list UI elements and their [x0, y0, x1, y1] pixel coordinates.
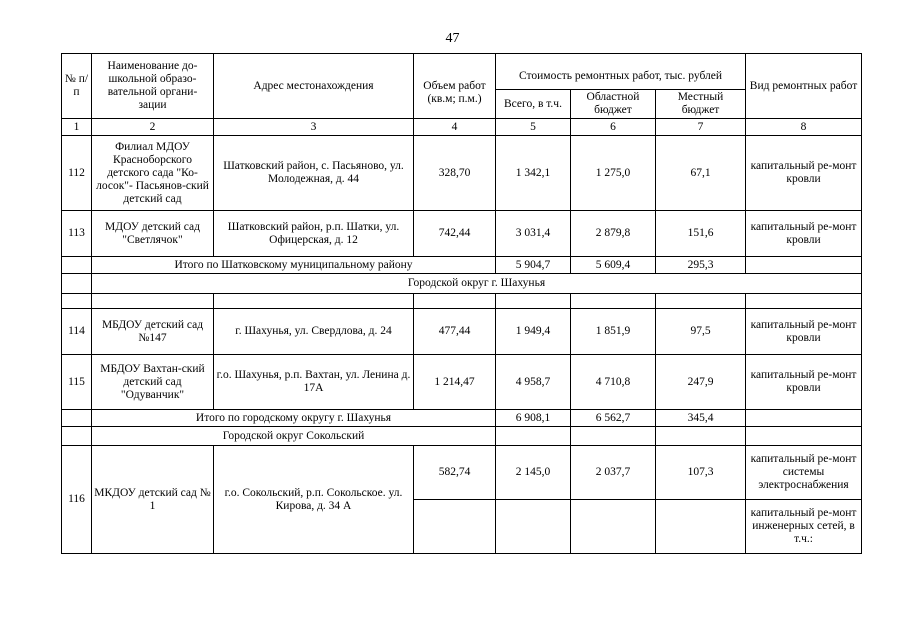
row-address: Шатковский район, с. Пасьяново, ул. Молодежная, д. 44	[214, 136, 414, 211]
spacer-row	[62, 294, 862, 309]
header-name: Наименование до-школьной образо-вательной органи-зации	[92, 54, 214, 119]
row-local: 247,9	[656, 355, 746, 410]
row-regional: 4 710,8	[571, 355, 656, 410]
header-address: Адрес местонахождения	[214, 54, 414, 119]
section-row	[62, 274, 862, 294]
header-type: Вид ремонтных работ	[746, 54, 862, 119]
subtotal-label: Итого по Шатковскому муниципальному району	[92, 257, 496, 274]
row-name: Филиал МДОУ Красноборского детского сада "Ко-лосок"- Пасьянов-ский детский сад	[92, 136, 214, 211]
row-regional: 2 879,8	[571, 211, 656, 257]
row-address: г.о. Шахунья, р.п. Вахтан, ул. Ленина д. 17А	[214, 355, 414, 410]
section-row	[62, 427, 862, 446]
row-volume: 582,74	[414, 446, 496, 500]
col-number: 8	[746, 119, 862, 136]
col-number: 6	[571, 119, 656, 136]
column-numbers-row	[62, 119, 862, 136]
row-name: МДОУ детский сад "Светлячок"	[92, 211, 214, 257]
section-title: Городской округ Сокольский	[92, 427, 496, 446]
subtotal-regional: 5 609,4	[571, 257, 656, 274]
row-num: 115	[62, 355, 92, 410]
row-total: 2 145,0	[496, 446, 571, 500]
subtotal-row	[62, 410, 862, 427]
header-cost: Стоимость ремонтных работ, тыс. рублей	[496, 54, 746, 90]
row-volume: 1 214,47	[414, 355, 496, 410]
table-row	[62, 211, 862, 257]
row-local: 151,6	[656, 211, 746, 257]
header-regional: Областной бюджет	[571, 90, 656, 119]
header-total: Всего, в т.ч.	[496, 90, 571, 119]
subtotal-row	[62, 257, 862, 274]
row-total: 4 958,7	[496, 355, 571, 410]
row-type: капитальный ре-монт кровли	[746, 136, 862, 211]
col-number: 4	[414, 119, 496, 136]
row-address: Шатковский район, р.п. Шатки, ул. Офицерская, д. 12	[214, 211, 414, 257]
subtotal-local: 295,3	[656, 257, 746, 274]
row-num: 114	[62, 309, 92, 355]
row-total: 3 031,4	[496, 211, 571, 257]
col-number: 2	[92, 119, 214, 136]
row-type: капитальный ре-монт кровли	[746, 211, 862, 257]
table-row	[62, 446, 862, 500]
header-local: Местный бюджет	[656, 90, 746, 119]
row-num: 113	[62, 211, 92, 257]
header-row	[62, 54, 862, 90]
col-number: 1	[62, 119, 92, 136]
row-name: МКДОУ детский сад № 1	[92, 446, 214, 554]
row-address: г. Шахунья, ул. Свердлова, д. 24	[214, 309, 414, 355]
row-name: МБДОУ детский сад №147	[92, 309, 214, 355]
table-row	[62, 355, 862, 410]
section-title: Городской округ г. Шахунья	[92, 274, 862, 294]
row-type: капитальный ре-монт кровли	[746, 309, 862, 355]
table-row	[62, 309, 862, 355]
col-number: 7	[656, 119, 746, 136]
row-type: капитальный ре-монт инженерных сетей, в т.ч.:	[746, 500, 862, 554]
row-name: МБДОУ Вахтан-ский детский сад "Одуванчик"	[92, 355, 214, 410]
row-num: 116	[62, 446, 92, 554]
row-regional: 1 275,0	[571, 136, 656, 211]
row-local: 107,3	[656, 446, 746, 500]
row-local: 67,1	[656, 136, 746, 211]
repair-works-table	[61, 53, 862, 554]
row-type: капитальный ре-монт кровли	[746, 355, 862, 410]
row-total: 1 342,1	[496, 136, 571, 211]
subtotal-regional: 6 562,7	[571, 410, 656, 427]
subtotal-label: Итого по городскому округу г. Шахунья	[92, 410, 496, 427]
page-number: 47	[445, 31, 460, 46]
header-volume: Объем работ (кв.м; п.м.)	[414, 54, 496, 119]
row-local: 97,5	[656, 309, 746, 355]
row-volume: 742,44	[414, 211, 496, 257]
header-num: № п/п	[62, 54, 92, 119]
subtotal-total: 6 908,1	[496, 410, 571, 427]
col-number: 3	[214, 119, 414, 136]
row-volume: 328,70	[414, 136, 496, 211]
row-type: капитальный ре-монт системы электроснабжения	[746, 446, 862, 500]
table-row	[62, 136, 862, 211]
row-num: 112	[62, 136, 92, 211]
row-total: 1 949,4	[496, 309, 571, 355]
row-address: г.о. Сокольский, р.п. Сокольское. ул. Кирова, д. 34 А	[214, 446, 414, 554]
col-number: 5	[496, 119, 571, 136]
row-regional: 2 037,7	[571, 446, 656, 500]
subtotal-local: 345,4	[656, 410, 746, 427]
row-volume: 477,44	[414, 309, 496, 355]
subtotal-total: 5 904,7	[496, 257, 571, 274]
row-regional: 1 851,9	[571, 309, 656, 355]
